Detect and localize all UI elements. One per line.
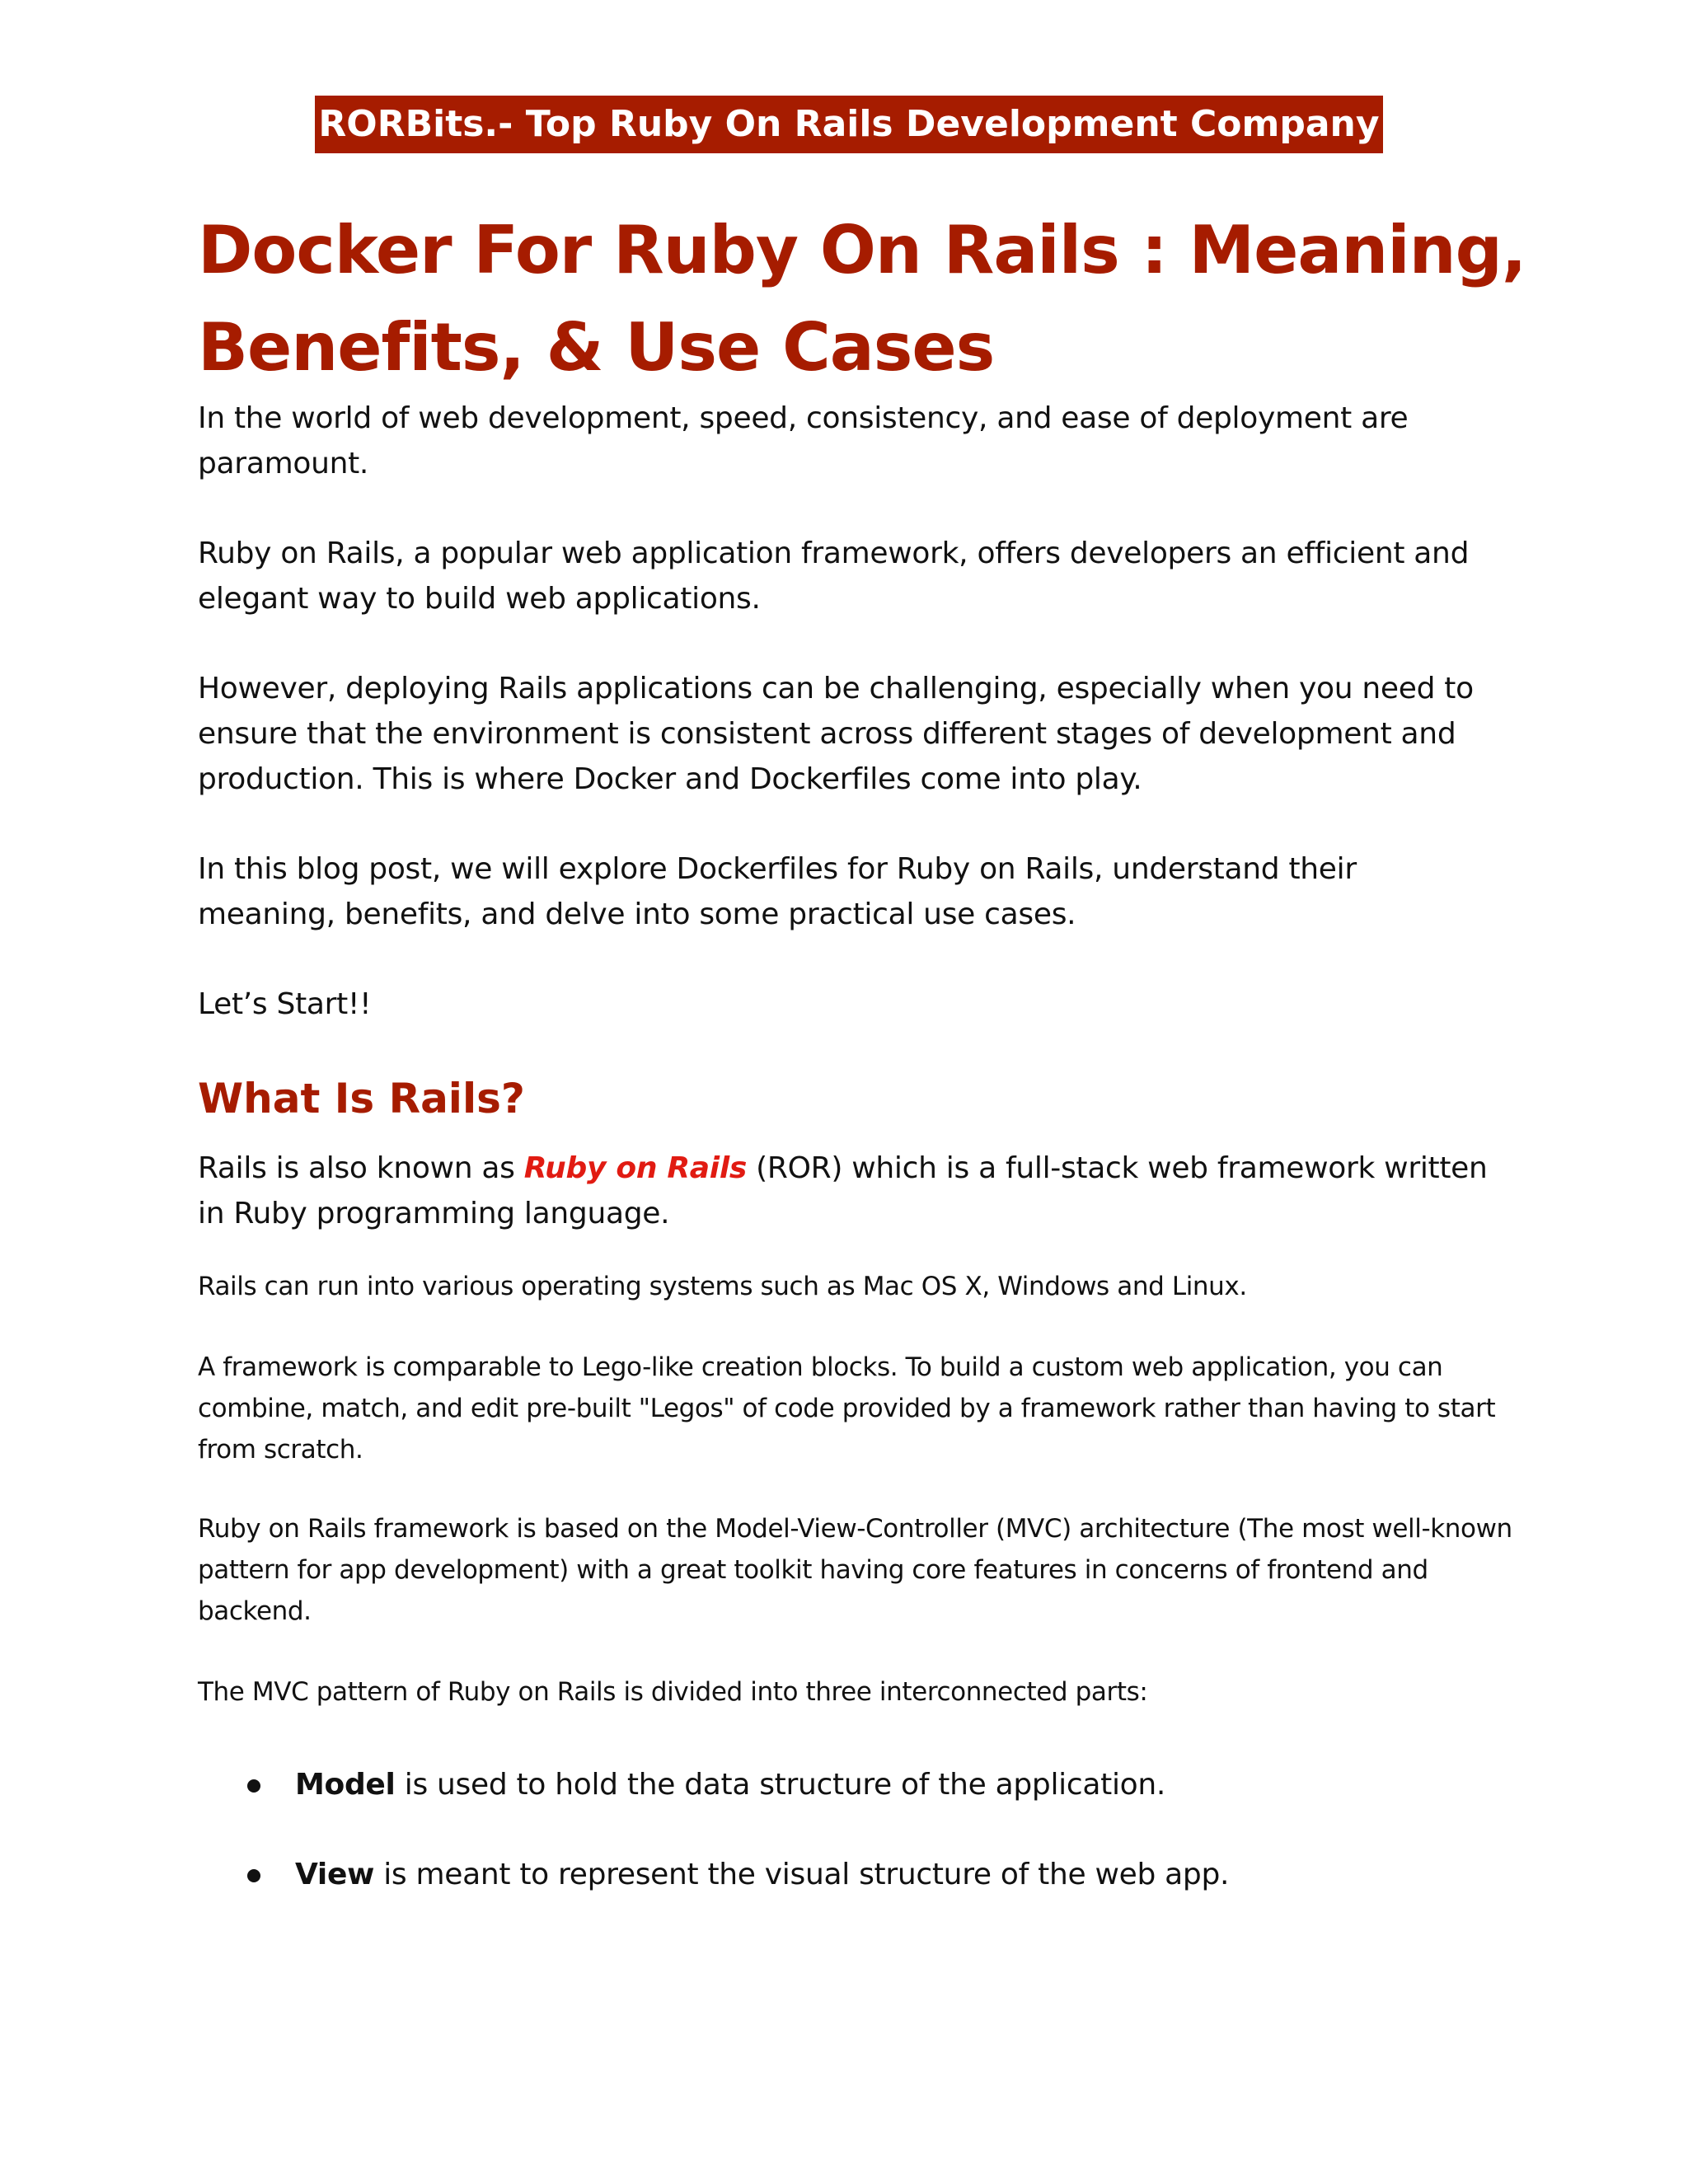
- bullet-icon: [247, 1779, 260, 1793]
- intro-paragraph-5: Let’s Start!!: [198, 987, 372, 1021]
- page-title: Docker For Ruby On Rails : Meaning, Benefits, & Use Cases: [198, 212, 1526, 386]
- list-item-term: Model: [295, 1768, 396, 1802]
- list-item: [247, 1762, 1484, 1807]
- ruby-on-rails-link[interactable]: Ruby on Rails: [523, 1151, 748, 1185]
- mvc-list: [247, 1762, 1484, 1942]
- intro-paragraph-2: Ruby on Rails, a popular web application framework, offers developers an efficient and elegant way to build web applications.: [198, 537, 1470, 616]
- banner-container: [198, 96, 1500, 153]
- section-paragraph-2: Rails can run into various operating systems such as Mac OS X, Windows and Linux.: [198, 1272, 1247, 1301]
- intro-section: [198, 396, 1500, 1071]
- section-paragraph-1: [198, 1146, 1517, 1236]
- company-banner: RORBits.- Top Ruby On Rails Development Company: [315, 96, 1382, 153]
- section-paragraph-4: Ruby on Rails framework is based on the Model-View-Controller (MVC) architecture (The most well-known pattern for app development) with a great toolkit having core features in concerns of frontend and backend.: [198, 1514, 1512, 1626]
- intro-paragraph-4: In this blog post, we will explore Dockerfiles for Ruby on Rails, understand their meaning, benefits, and delve into some practical use cases.: [198, 852, 1357, 931]
- section-paragraph-5: The MVC pattern of Ruby on Rails is divided into three interconnected parts:: [198, 1677, 1148, 1707]
- list-item: [247, 1852, 1484, 1897]
- list-item-term: View: [295, 1858, 375, 1891]
- section-paragraph-3: A framework is comparable to Lego-like creation blocks. To build a custom web application, you can combine, match, and edit pre-built "Legos" of code provided by a framework rather than having to start from scratch.: [198, 1352, 1496, 1465]
- intro-paragraph-1: In the world of web development, speed, consistency, and ease of deployment are paramount.: [198, 401, 1409, 480]
- section-paragraph-1-start: Rails is also known as: [198, 1151, 524, 1185]
- list-item-text: is meant to represent the visual structure of the web app.: [374, 1858, 1230, 1891]
- bullet-icon: [247, 1869, 260, 1882]
- intro-paragraph-3: However, deploying Rails applications can be challenging, especially when you need to ensure that the environment is consistent across different stages of development and production. This is where Docker and Dockerfiles come into play.: [198, 672, 1474, 796]
- list-item-text: is used to hold the data structure of the application.: [395, 1768, 1166, 1802]
- section-paragraph-1-end: (ROR) which is a full-stack web framework written in Ruby programming language.: [198, 1151, 1488, 1230]
- rails-section: [198, 1146, 1517, 1750]
- section-heading: What Is Rails?: [198, 1075, 525, 1122]
